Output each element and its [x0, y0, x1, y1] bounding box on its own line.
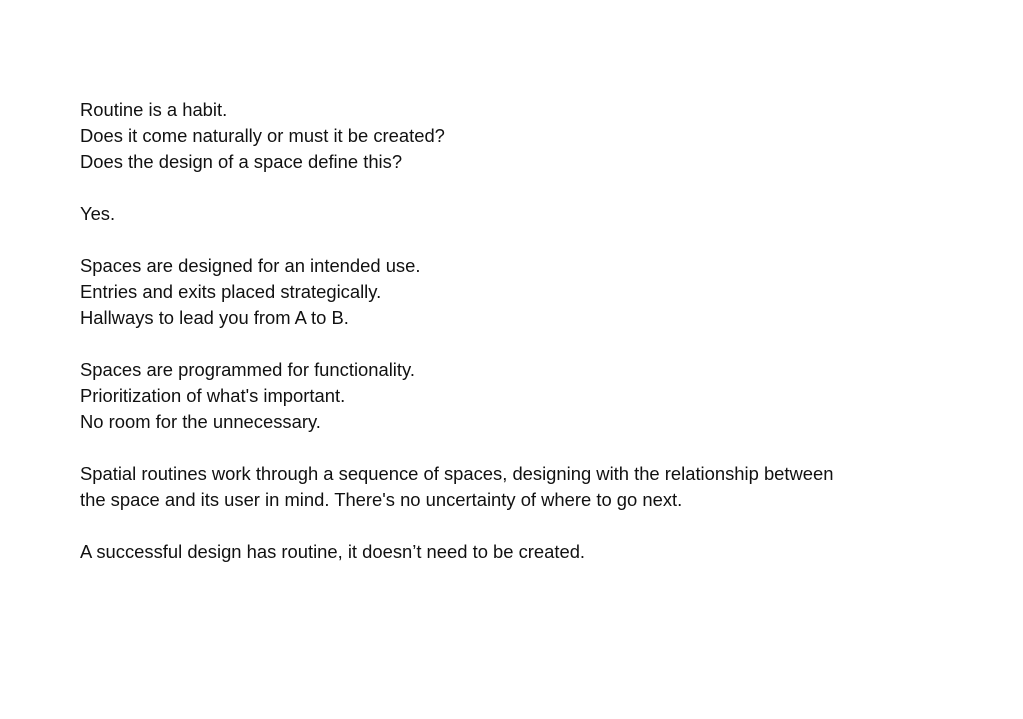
- text-line: Spaces are designed for an intended use.: [80, 255, 421, 276]
- text-line: Does the design of a space define this?: [80, 151, 403, 172]
- text-line: Spatial routines work through a sequence of spaces, designing with the relationship between: [80, 463, 834, 484]
- paragraph-conclusion: [80, 539, 920, 565]
- text-line: No room for the unnecessary.: [80, 411, 321, 432]
- text-line: Entries and exits placed strategically.: [80, 281, 382, 302]
- paragraph-spatial-routines: [80, 461, 920, 513]
- text-line: the space and its user in mind. There's no uncertainty of where to go next.: [80, 489, 683, 510]
- text-line: Routine is a habit.: [80, 99, 228, 120]
- text-line: Prioritization of what's important.: [80, 385, 346, 406]
- text-line: Hallways to lead you from A to B.: [80, 307, 349, 328]
- paragraph-functionality: [80, 357, 920, 435]
- paragraph-intended-use: [80, 253, 920, 331]
- text-line: Spaces are programmed for functionality.: [80, 359, 415, 380]
- document-body: [80, 97, 920, 591]
- text-line: Does it come naturally or must it be created?: [80, 125, 445, 146]
- paragraph-routine-question: [80, 97, 920, 175]
- text-line: Yes.: [80, 203, 116, 224]
- text-line: A successful design has routine, it doesn’t need to be created.: [80, 541, 586, 562]
- paragraph-answer: [80, 201, 920, 227]
